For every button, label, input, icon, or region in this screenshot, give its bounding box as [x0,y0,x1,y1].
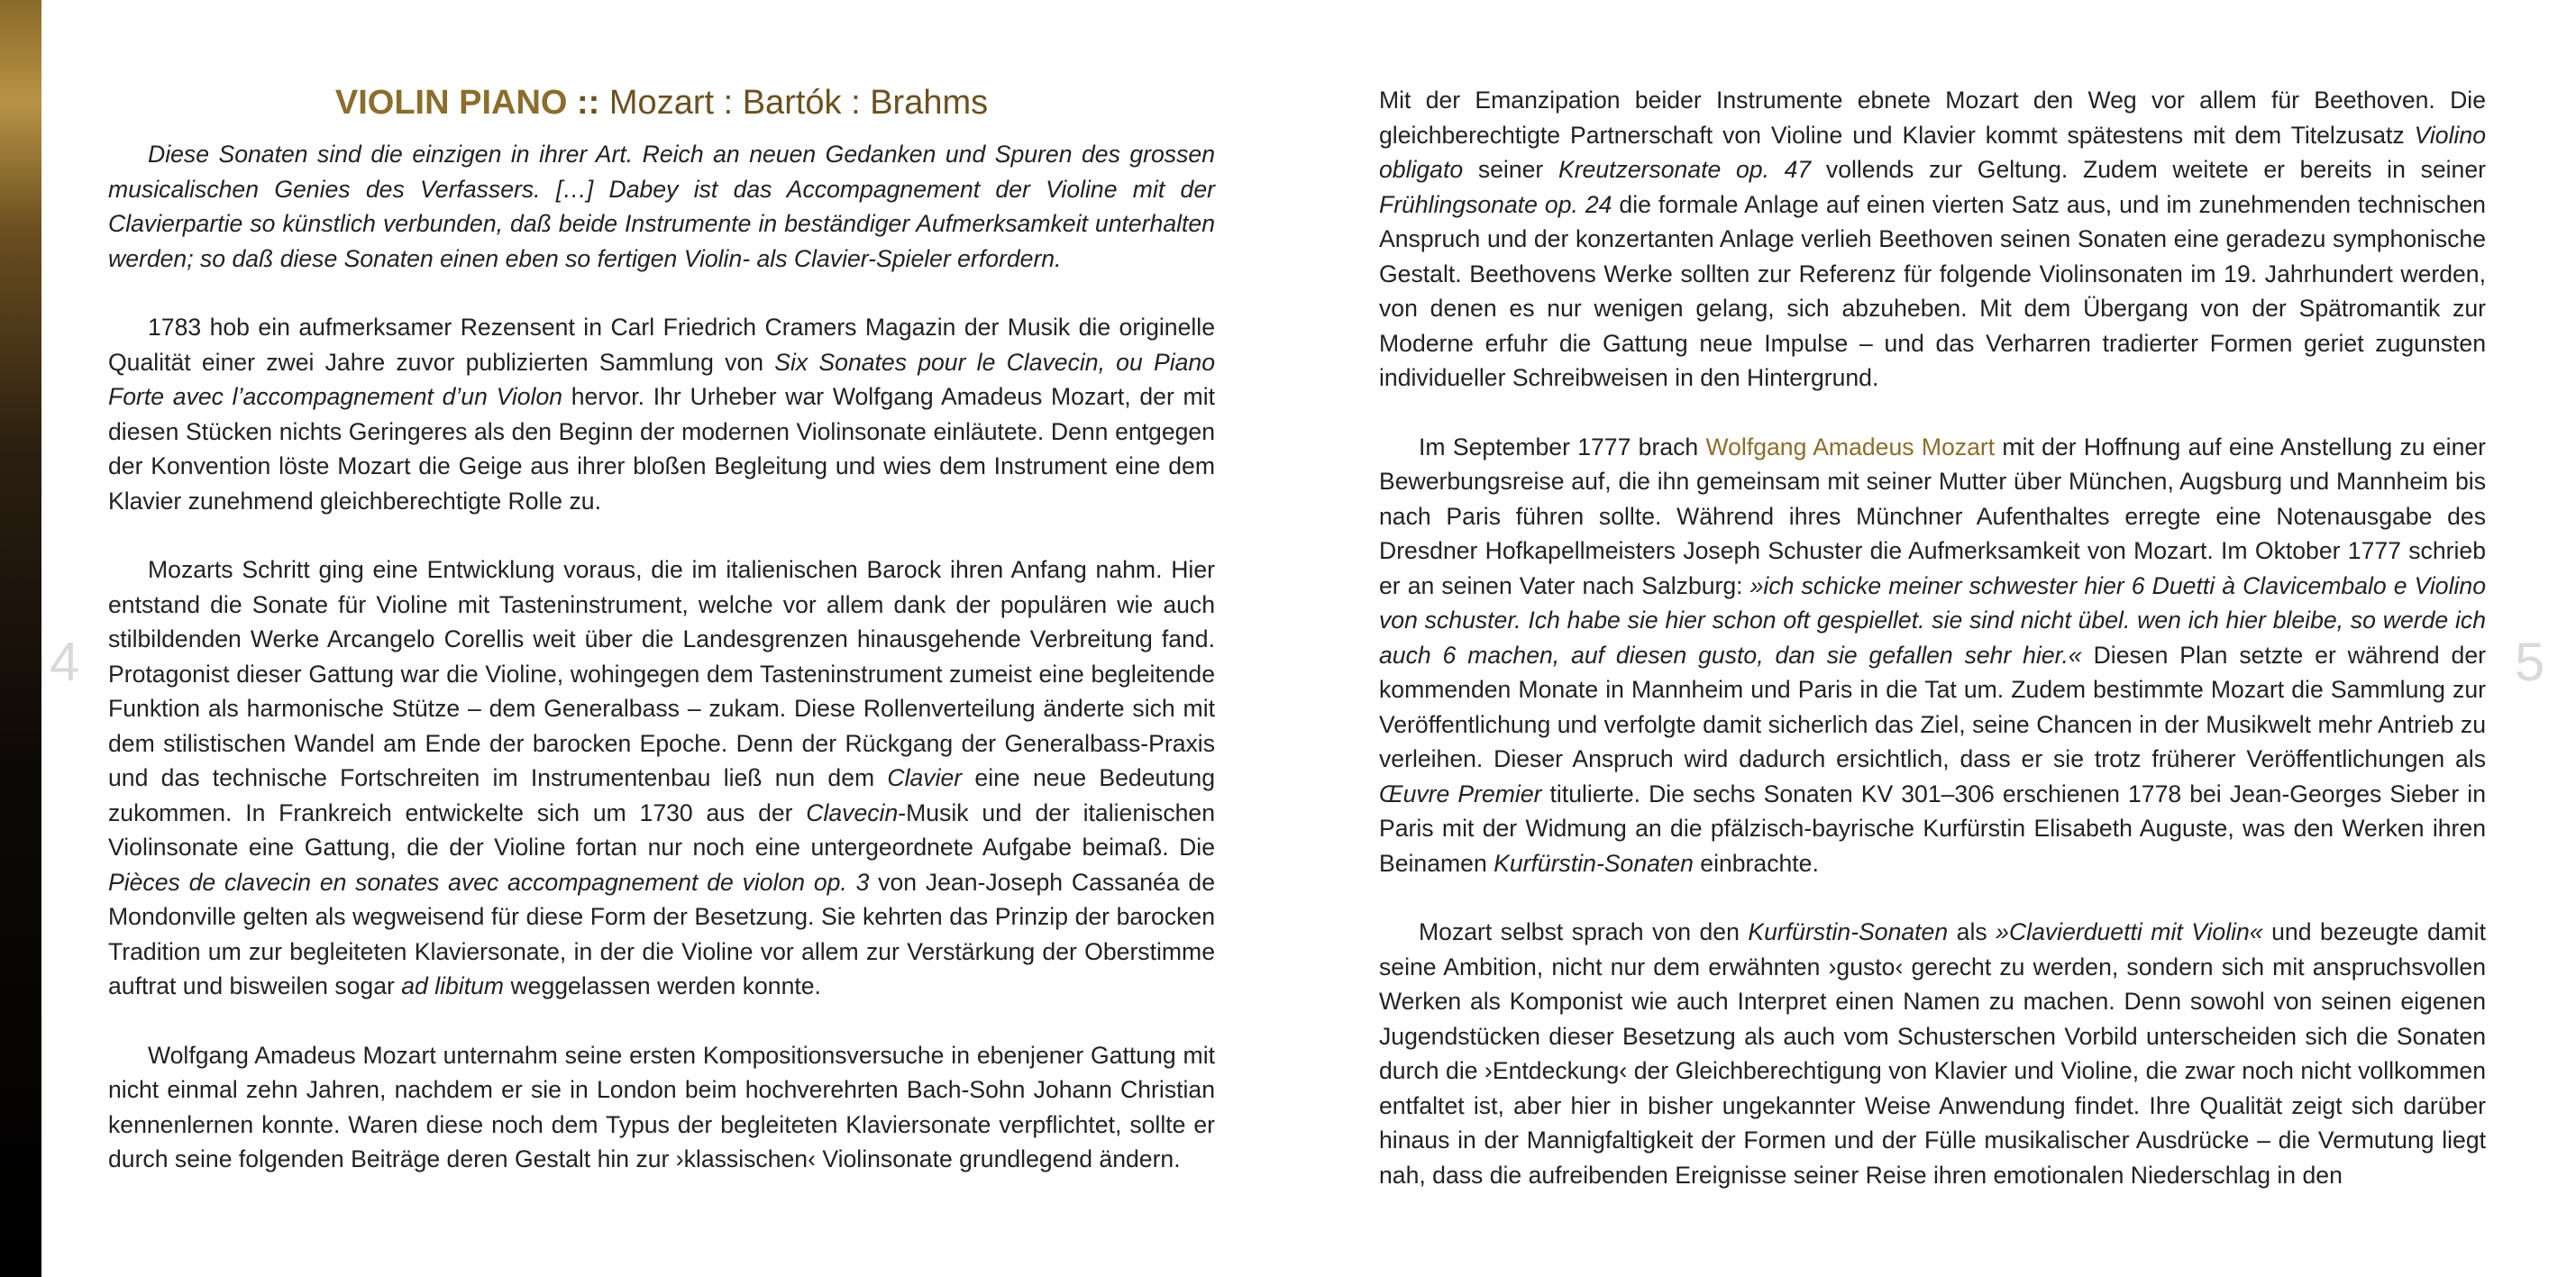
paragraph-right-3: Mozart selbst sprach von den Kurfürstin-Sonaten als »Clavierduetti mit Violin« und bezeugte damit seine Ambition, nicht nur dem erwähnten ›gusto‹ gerecht zu werden, sondern sich mit anspruchsvollen Werken als Komponist wie auch Interpret einen Namen zu machen. Denn sowohl von seinen eigenen Jugendstücken dieser Besetzung als auch vom Schusterschen Vorbild unterscheiden sich die Sonaten durch die ›Entdeckung‹ der Gleichberechtigung von Klavier und Violine, die zwar noch nicht vollkommen entfaltet ist, aber hier in bisher ungekannter Weise Anwendung findet. Ihre Qualität zeigt sich darüber hinaus in der Mannigfaltigkeit der Formen und der Fülle musikalischer Ausdrücke – die Vermutung liegt nah, dass die aufreibenden Ereignisse seiner Reise ihren emotionalen Niederschlag in den [1379,918,2486,1189]
title-violin: VIOLIN [334,84,450,122]
title-composers: Mozart : Bartók : Brahms [608,84,989,122]
paragraph-left-3: Wolfgang Amadeus Mozart unternahm seine ersten Kompositionsversuche in ebenjener Gattung mit nicht einmal zehn Jahren, nachdem er sie in London beim hochverehrten Bach-Sohn Johann Christian kennenlernen konnte. Waren diese noch dem Typus der begleiteten Klaviersonate verpflichtet, sollte er durch seine folgenden Beiträge deren Gestalt hin zur ›klassischen‹ Violinsonate grundlegend ändern. [108,1041,1215,1172]
highlight-mozart-name: Wolfgang Amadeus Mozart [1705,433,1996,461]
title-separator: :: [577,84,600,122]
right-page-column [1379,0,2486,1192]
title-piano: PIANO [459,84,568,122]
gold-edge-decoration [0,0,41,1277]
page-title [108,76,1215,130]
paragraph-right-2: Im September 1777 brach Wolfgang Amadeus Mozart mit der Hoffnung auf eine Anstellung zu einer Bewerbungsreise auf, die ihn gemeinsam mit seiner Mutter über München, Augsburg und Mannheim bis nach Paris führen sollte. Während ihres Münchner Aufenthaltes erregte eine Notenausgabe des Dresdner Hofkapellmeisters Joseph Schuster die Aufmerksamkeit von Mozart. Im Oktober 1777 schrieb er an seinen Vater nach Salzburg: »ich schicke meiner schwester hier 6 Duetti à Clavicembalo e Violino von schuster. Ich habe sie hier schon oft gespiellet. sie sind nicht übel. wen ich hier bleibe, so werde ich auch 6 machen, auf diesen gusto, dan sie gefallen sehr hier.« Diesen Plan setzte er während der kommenden Monate in Mannheim und Paris in die Tat um. Zudem bestimmte Mozart die Sammlung zur Veröffentlichung und verfolgte damit sicherlich das Ziel, seine Chancen in der Musikwelt mehr Antrieb zu verleihen. Dieser Anspruch wird dadurch ersichtlich, dass er sie trotz früherer Veröffentlichungen als Œuvre Premier titulierte. Die sechs Sonaten KV 301–306 erschienen 1778 bei Jean-Georges Sieber in Paris mit der Widmung an die pfälzisch-bayrische Kurfürstin Elisabeth Auguste, was den Werken ihren Beinamen Kurfürstin-Sonaten einbrachte. [1379,433,2487,877]
left-page-column [108,0,1215,1177]
page-number-left: 4 [50,632,80,692]
paragraph-left-1: 1783 hob ein aufmerksamer Rezensent in Carl Friedrich Cramers Magazin der Musik die originelle Qualität einer zwei Jahre zuvor publizierten Sammlung von Six Sonates pour le Clavecin, ou Piano Forte avec l’accompagnement d’un Violon hervor. Ihr Urheber war Wolfgang Amadeus Mozart, der mit diesen Stücken nichts Geringeres als den Beginn der modernen Violinsonate einläutete. Denn entgegen der Konvention löste Mozart die Geige aus ihrer bloßen Begleitung und wies dem Instrument eine dem Klavier zunehmend gleichberechtigte Rolle zu. [108,314,1215,515]
page-number-right: 5 [2515,632,2545,692]
intro-quote: Diese Sonaten sind die einzigen in ihrer Art. Reich an neuen Gedanken und Spuren des grossen musicalischen Genies des Verfassers. […] Dabey ist das Accompagnement der Violine mit der Clavierpartie so künstlich verbunden, daß beide Instrumente in beständiger Aufmerksamkeit unterhalten werden; so daß diese Sonaten einen eben so fertigen Violin- als Clavier-Spieler erfordern. [108,141,1215,272]
paragraph-left-2: Mozarts Schritt ging eine Entwicklung voraus, die im italienischen Barock ihren Anfang nahm. Hier entstand die Sonate für Violine mit Tasteninstrument, welche vor allem dank der populären wie auch stilbildenden Werke Arcangelo Corellis weit über die Landesgrenzen hinausgehende Verbreitung fand. Protagonist dieser Gattung war die Violine, wohingegen dem Tasteninstrument zumeist eine begleitende Funktion als harmonische Stütze – dem Generalbass – zukam. Diese Rollenverteilung änderte sich mit dem stilistischen Wandel am Ende der barocken Epoche. Denn der Rückgang der Generalbass-Praxis und das technische Fortschreiten im Instrumentenbau ließ nun dem Clavier eine neue Bedeutung zukommen. In Frankreich entwickelte sich um 1730 aus der Clavecin-Musik und der italienischen Violinsonate eine Gattung, die der Violine fortan nur noch eine untergeordnete Aufgabe beimaß. Die Pièces de clavecin en sonates avec accompagnement de violon op. 3 von Jean-Joseph Cassanéa de Mondonville gelten als wegweisend für diese Form der Besetzung. Sie kehrten das Prinzip der barocken Tradition um zur begleiteten Klaviersonate, in der die Violine vor allem zur Verstärkung der Oberstimme auftrat und bisweilen sogar ad libitum weggelassen werden konnte. [108,556,1216,999]
paragraph-right-1: Mit der Emanzipation beider Instrumente ebnete Mozart den Weg vor allem für Beethoven. Die gleichberechtigte Partnerschaft von Violine und Klavier kommt spätestens mit dem Titelzusatz Violino obligato seiner Kreutzersonate op. 47 vollends zur Geltung. Zudem weitete er bereits in seiner Frühlingsonate op. 24 die formale Anlage auf einen vierten Satz aus, und im zunehmenden technischen Anspruch und der konzertanten Anlage verlieh Beethoven seinen Sonaten eine geradezu symphonische Gestalt. Beethovens Werke sollten zur Referenz für folgende Violinsonaten im 19. Jahrhundert werden, von denen es nur wenigen gelang, sich abzuheben. Mit dem Übergang von der Spätromantik zur Moderne erfuhr die Gattung neue Impulse – und das Verharren tradierter Formen geriet zugunsten individueller Schreibweisen in den Hintergrund. [1379,87,2486,391]
